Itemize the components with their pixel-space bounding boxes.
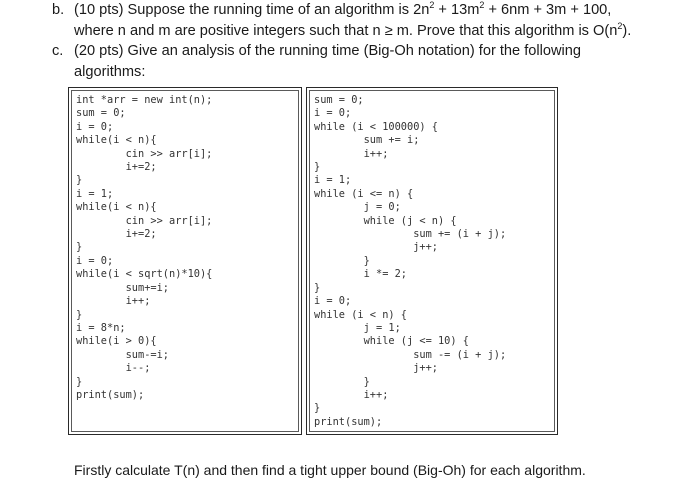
right-code-box (306, 87, 558, 435)
question-c-text-line2: algorithms: (74, 64, 146, 80)
question-c-text-line1: (20 pts) Give an analysis of the running time (Big-Oh notation) for the following (74, 43, 581, 59)
left-code-listing: int *arr = new int(n); sum = 0; i = 0; while(i < n){ cin >> arr[i]; i+=2; } i = 1; while(i < n){ cin >> arr[i]; i+=2; } i = 0; while(i < sqrt(n)*10){ sum+=i; i++; } i = 8*n; while(i > 0){ sum-=i; i--; } print(sum); (76, 94, 213, 401)
instruction-footer: Firstly calculate T(n) and then find a tight upper bound (Big-Oh) for each algorithm. (74, 462, 586, 478)
right-code-listing: sum = 0; i = 0; while (i < 100000) { sum += i; i++; } i = 1; while (i <= n) { j = 0; while (j < n) { sum += (i + j); j++; } i *= 2; } i = 0; while (i < n) { j = 1; while (j <= 10) { sum -= (i + j); j++; } i++; } print(sum); (314, 94, 507, 428)
question-c-label: c. (52, 43, 64, 59)
question-b-text-line1: (10 pts) Suppose the running time of an algorithm is $2n^2 + 13m^2 + 6nm + 3m + 100$, (74, 0, 612, 18)
left-code-box (68, 87, 302, 435)
question-b-text-line2: where n and m are positive integers such that n ≥ m. Prove that this algorithm is $O(n^2)$. (74, 21, 632, 39)
question-b-label: b. (52, 2, 65, 18)
